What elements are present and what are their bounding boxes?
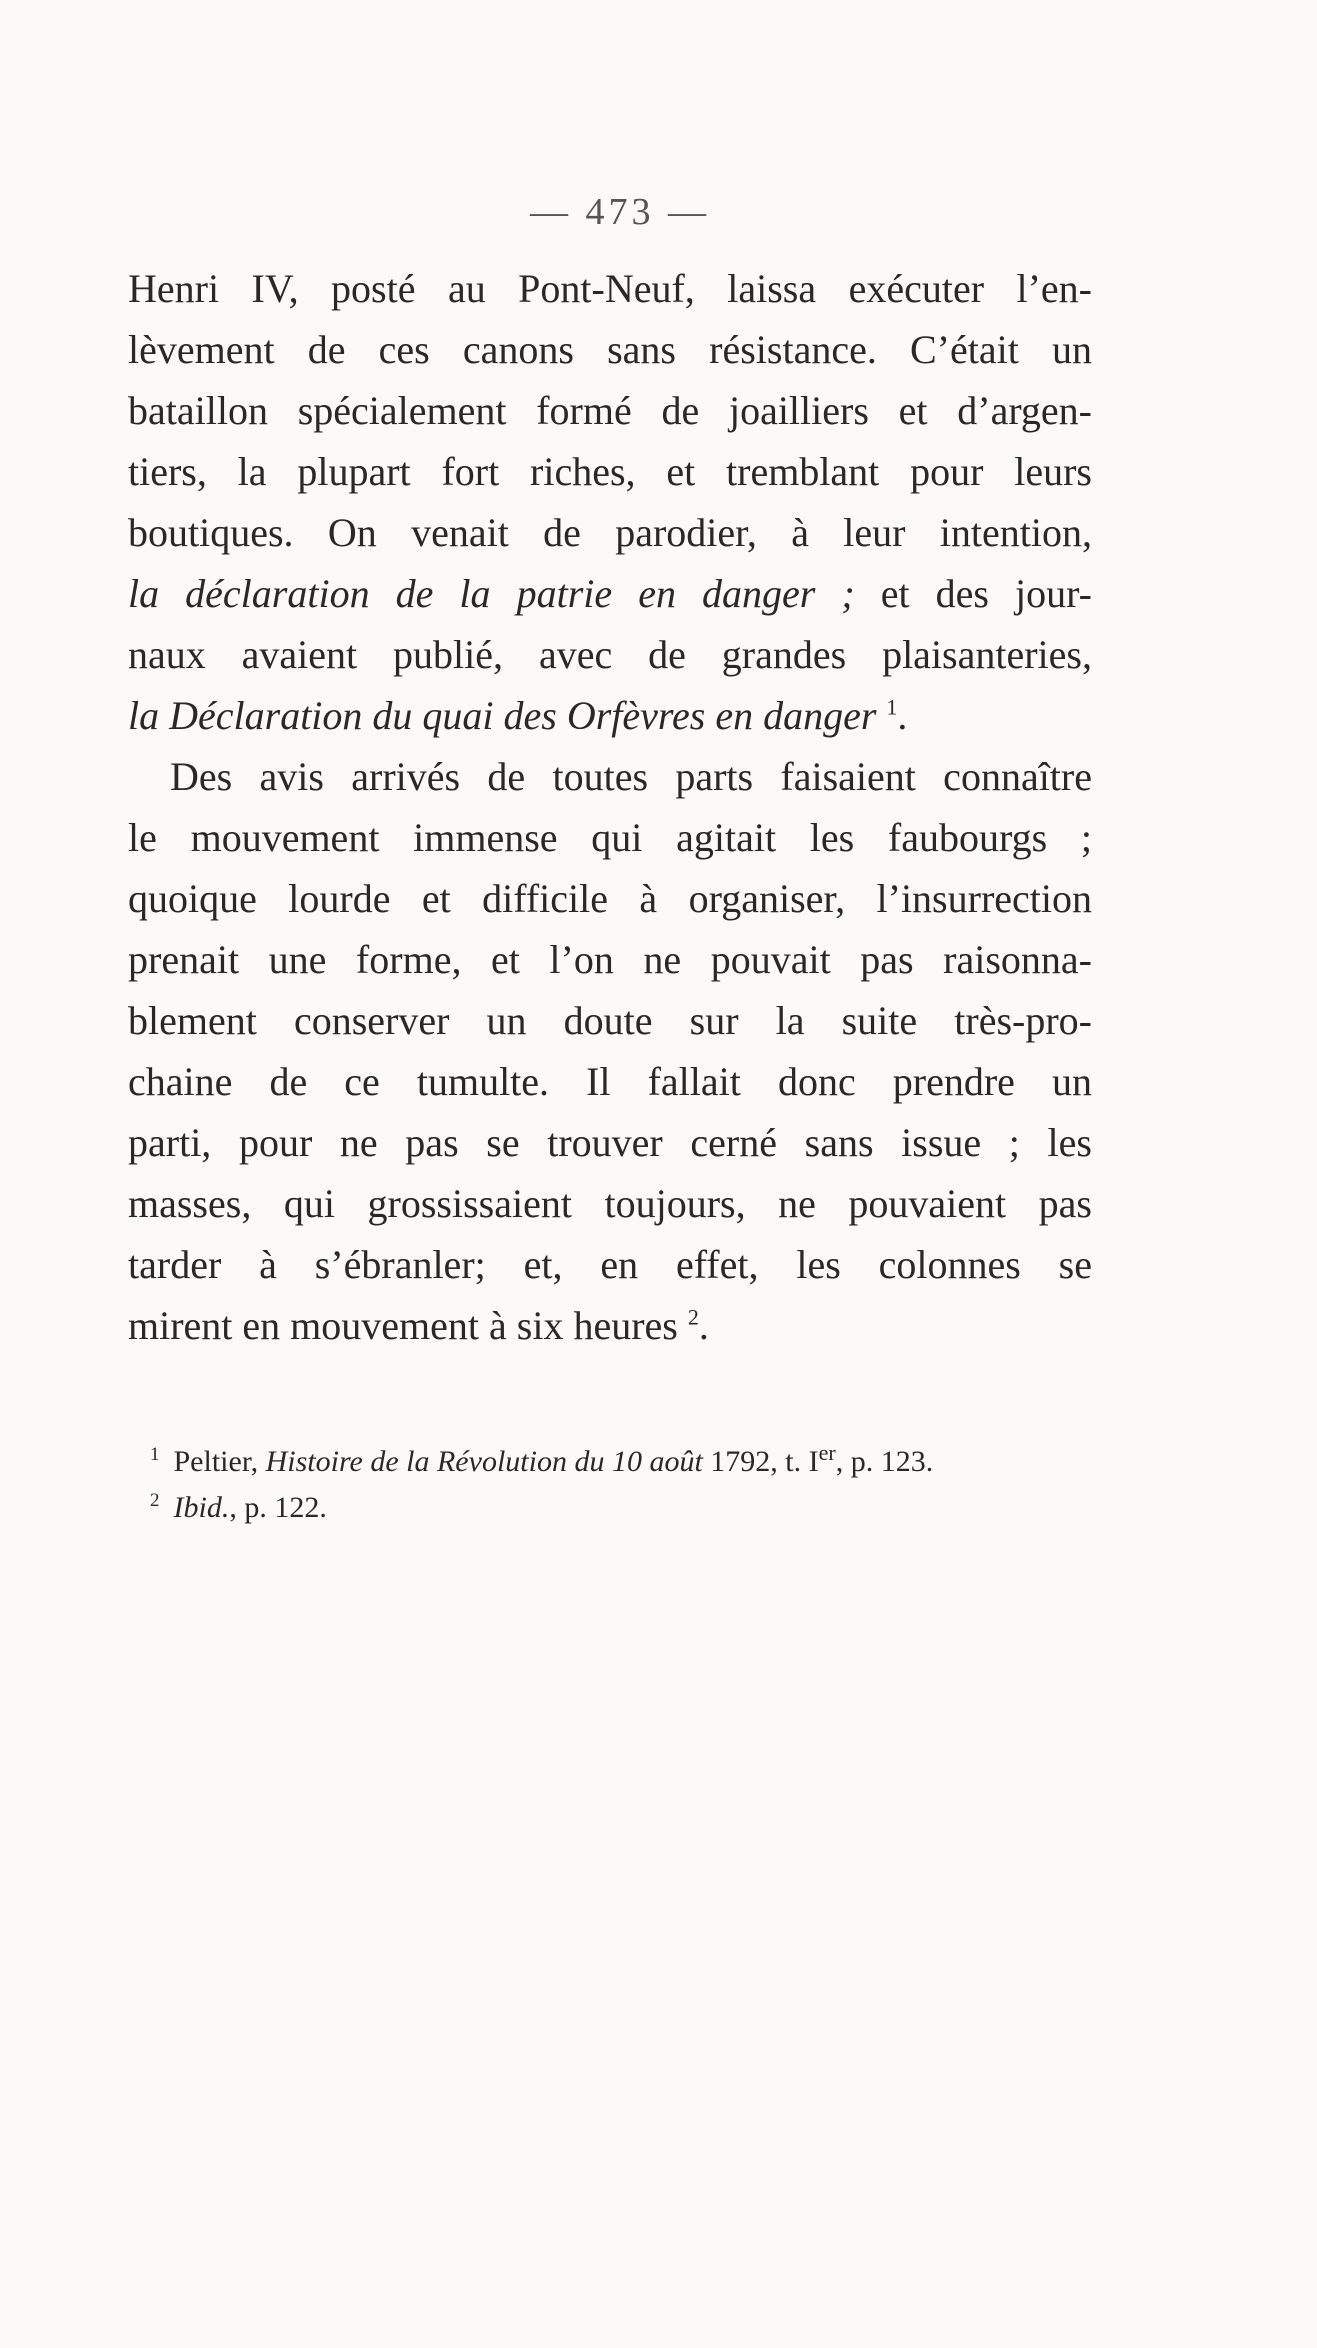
text-line: le mouvement immense qui agitait les faubourgs ;	[128, 815, 1092, 860]
footnote-ref: 1	[886, 694, 898, 720]
text-line: bataillon spécialement formé de joailliers et d’argen-	[128, 388, 1092, 433]
text-line: quoique lourde et difficile à organiser, l’insurrection	[128, 876, 1092, 921]
text-line	[128, 1295, 1092, 1356]
text-fragment: et des jour-	[854, 571, 1092, 616]
footnote-ref: 2	[687, 1304, 699, 1330]
text-line: boutiques. On venait de parodier, à leur intention,	[128, 510, 1092, 555]
paragraph-1	[128, 258, 1092, 746]
text-line	[128, 685, 1092, 746]
italic-title: la Déclaration du quai des Orfèvres en danger	[128, 693, 877, 738]
body-text	[128, 258, 1092, 1356]
text-line: tarder à s’ébranler; et, en effet, les colonnes se	[128, 1242, 1092, 1287]
footnote-title: Histoire de la Révolution du 10 août	[265, 1445, 703, 1478]
footnote-text: , p. 123.	[835, 1445, 934, 1478]
text-line: lèvement de ces canons sans résistance. C’était un	[128, 327, 1092, 372]
footnote-text: 1792, t. I	[702, 1445, 819, 1478]
italic-title: la déclaration de la patrie en danger ;	[128, 571, 855, 616]
footnotes	[150, 1432, 1100, 1524]
footnote-author: Peltier,	[173, 1445, 266, 1478]
text-line: parti, pour ne pas se trouver cerné sans issue ; les	[128, 1120, 1092, 1165]
footnote-text: , p. 122.	[229, 1491, 327, 1524]
footnote-2	[150, 1478, 1100, 1524]
text-line: Henri IV, posté au Pont-Neuf, laissa exécuter l’en-	[128, 266, 1092, 311]
footnote-superscript: er	[818, 1440, 836, 1465]
text-line: naux avaient publié, avec de grandes plaisanteries,	[128, 632, 1092, 677]
text-line: prenait une forme, et l’on ne pouvait pas raisonna-	[128, 937, 1092, 982]
page-number: — 473 —	[530, 191, 710, 233]
footnote-ibid: Ibid.	[173, 1491, 230, 1524]
footnote-marker: 1	[150, 1444, 160, 1465]
text-fragment: .	[698, 1303, 709, 1348]
text-line: chaine de ce tumulte. Il fallait donc prendre un	[128, 1059, 1092, 1104]
text-line: Des avis arrivés de toutes parts faisaient connaître	[170, 754, 1092, 799]
text-line: blement conserver un doute sur la suite très-pro-	[128, 998, 1092, 1043]
text-line	[128, 563, 1092, 624]
text-fragment: .	[897, 693, 908, 738]
footnote-1	[150, 1432, 1100, 1478]
text-line: masses, qui grossissaient toujours, ne pouvaient pas	[128, 1181, 1092, 1226]
text-line: tiers, la plupart fort riches, et tremblant pour leurs	[128, 449, 1092, 494]
footnote-marker: 2	[150, 1490, 160, 1511]
paragraph-2	[128, 746, 1092, 1356]
text-fragment: mirent en mouvement à six heures	[128, 1303, 678, 1348]
